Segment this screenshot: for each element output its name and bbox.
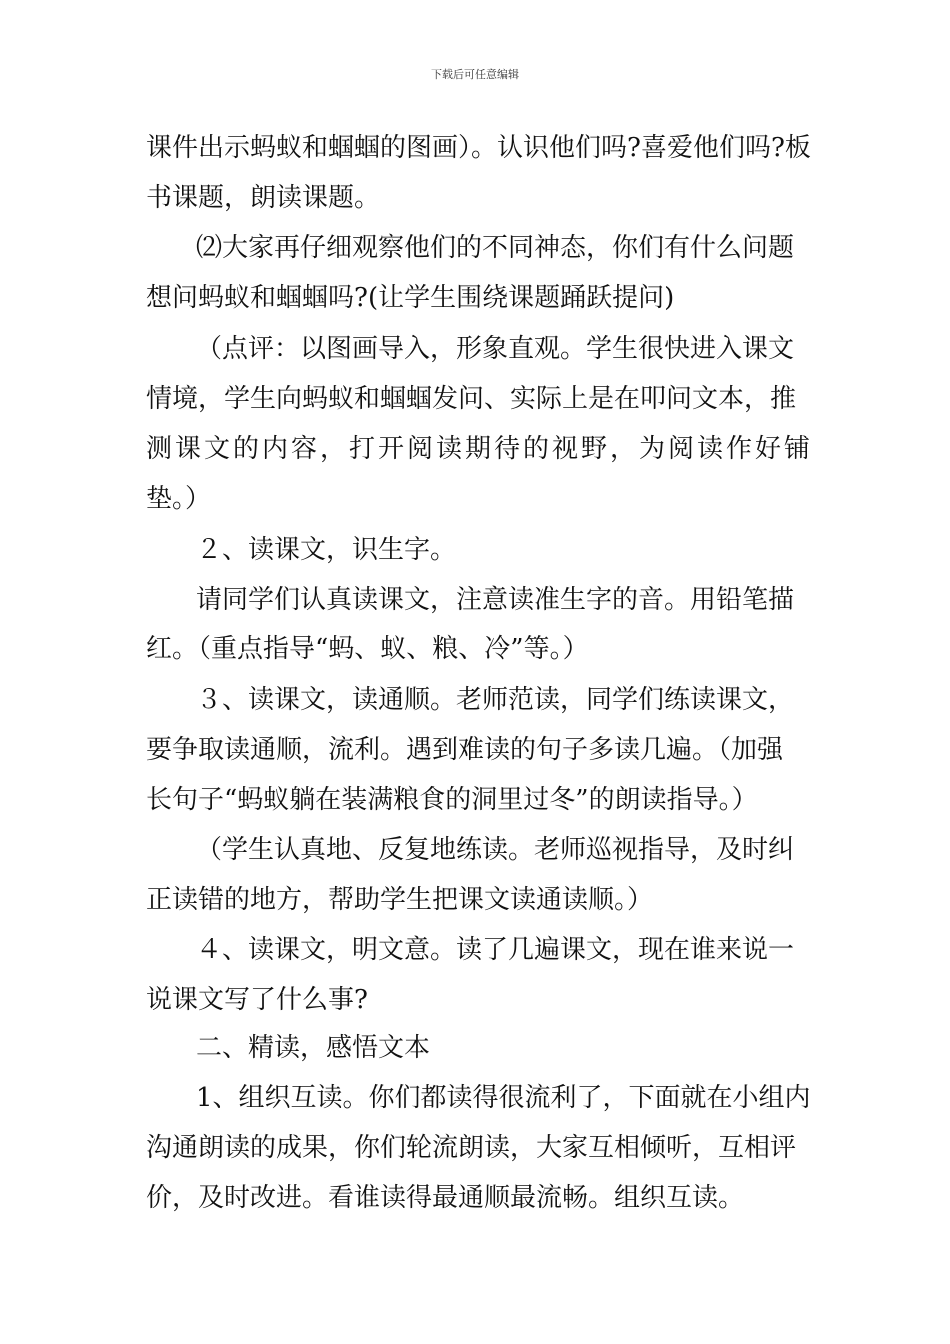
body-line: 长句子“蚂蚁躺在装满粮食的洞里过冬”的朗读指导。） xyxy=(146,785,758,815)
body-line: 1、组织互读。你们都读得很流利了，下面就在小组内 xyxy=(196,1083,811,1113)
body-line: ３、读课文，读通顺。老师范读，同学们练读课文， xyxy=(196,685,795,715)
body-line: 要争取读通顺，流利。遇到难读的句子多读几遍。（加强 xyxy=(146,735,784,765)
body-line: 测课文的内容，打开阅读期待的视野，为阅读作好铺 xyxy=(146,434,814,464)
body-line: 沟通朗读的成果，你们轮流朗读，大家互相倾听，互相评 xyxy=(146,1133,797,1163)
body-line: （点评：以图画导入，形象直观。学生很快进入课文 xyxy=(196,334,795,364)
body-line: ４、读课文，明文意。读了几遍课文，现在谁来说一 xyxy=(196,935,795,965)
body-line: 正读错的地方，帮助学生把课文读通读顺。） xyxy=(146,885,654,915)
body-line: 价，及时改进。看谁读得最通顺最流畅。组织互读。 xyxy=(146,1183,745,1213)
body-line: 垫。） xyxy=(146,484,212,514)
body-line: ２、读课文，识生字。 xyxy=(196,535,457,565)
body-line: （学生认真地、反复地练读。老师巡视指导，及时纠 xyxy=(196,835,795,865)
page-header: 下载后可任意编辑 xyxy=(431,68,519,81)
body-line: 情境，学生向蚂蚁和蝈蝈发问、实际上是在叩问文本，推 xyxy=(146,384,797,414)
body-line: 说课文写了什么事? xyxy=(146,985,368,1015)
body-line: ⑵大家再仔细观察他们的不同神态，你们有什么问题 xyxy=(196,233,795,263)
body-line: 想问蚂蚁和蝈蝈吗?(让学生围绕课题踊跃提问) xyxy=(146,283,675,313)
section-heading: 二、精读，感悟文本 xyxy=(196,1033,431,1063)
body-line: 请同学们认真读课文，注意读准生字的音。用铅笔描 xyxy=(196,585,795,615)
body-line: 课件出示蚂蚁和蝈蝈的图画）。认识他们吗?喜爱他们吗?板 xyxy=(146,133,811,163)
body-line: 红。（重点指导“蚂、蚁、粮、冷”等。） xyxy=(146,634,589,664)
body-line: 书课题，朗读课题。 xyxy=(146,183,381,213)
